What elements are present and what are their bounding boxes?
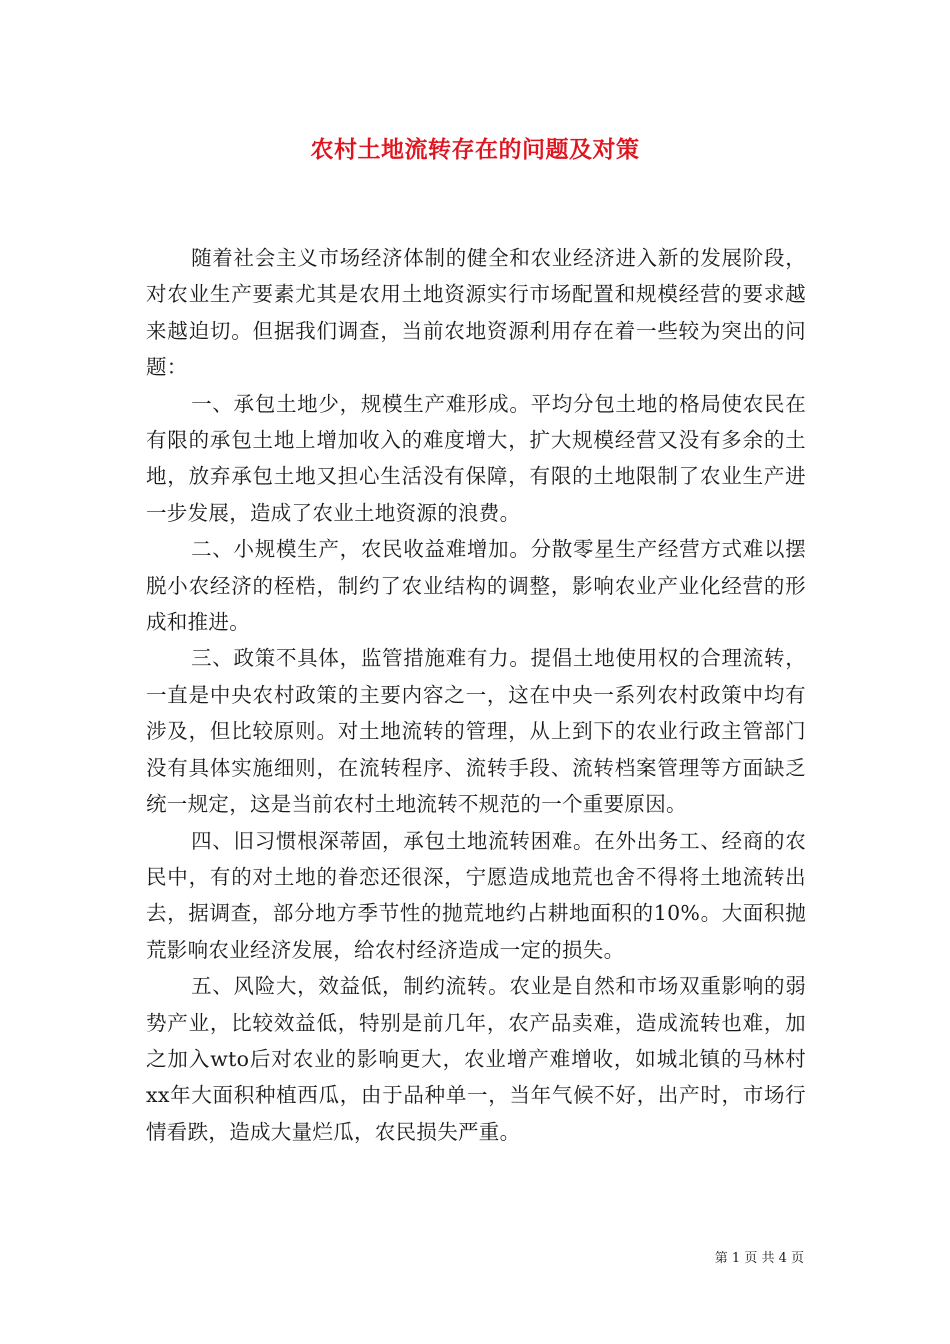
document-body bbox=[146, 240, 806, 1150]
paragraph-problem-3: 三、政策不具体，监管措施难有力。提倡土地使用权的合理流转，一直是中央农村政策的主要内容之一，这在中央一系列农村政策中均有涉及，但比较原则。对土地流转的管理，从上到下的农业行政主管部门没有具体实施细则，在流转程序、流转手段、流转档案管理等方面缺乏统一规定，这是当前农村土地流转不规范的一个重要原因。 bbox=[146, 646, 806, 817]
paragraph-intro: 随着社会主义市场经济体制的健全和农业经济进入新的发展阶段，对农业生产要素尤其是农用土地资源实行市场配置和规模经营的要求越来越迫切。但据我们调查，当前农地资源利用存在着一些较为突出的问题： bbox=[146, 246, 806, 380]
paragraph-problem-5: 五、风险大，效益低，制约流转。农业是自然和市场双重影响的弱势产业，比较效益低，特别是前几年，农产品卖难，造成流转也难，加之加入wto后对农业的影响更大，农业增产难增收，如城北镇的马林村xx年大面积种植西瓜，由于品种单一，当年气候不好，出产时，市场行情看跌，造成大量烂瓜，农民损失严重。 bbox=[146, 974, 806, 1144]
paragraph-problem-2: 二、小规模生产，农民收益难增加。分散零星生产经营方式难以摆脱小农经济的桎梏，制约了农业结构的调整，影响农业产业化经营的形成和推进。 bbox=[146, 537, 806, 635]
document-title: 农村土地流转存在的问题及对策 bbox=[310, 136, 640, 163]
page-number-footer: 第 1 页 共 4 页 bbox=[714, 1251, 804, 1266]
paragraph-problem-1: 一、承包土地少，规模生产难形成。平均分包土地的格局使农民在有限的承包土地上增加收入的难度增大，扩大规模经营又没有多余的土地，放弃承包土地又担心生活没有保障，有限的土地限制了农业生产进一步发展，造成了农业土地资源的浪费。 bbox=[146, 391, 806, 525]
paragraph-problem-4: 四、旧习惯根深蒂固，承包土地流转困难。在外出务工、经商的农民中，有的对土地的眷恋还很深，宁愿造成地荒也舍不得将土地流转出去，据调查，部分地方季节性的抛荒地约占耕地面积的10%。大面积抛荒影响农业经济发展，给农村经济造成一定的损失。 bbox=[146, 828, 806, 962]
